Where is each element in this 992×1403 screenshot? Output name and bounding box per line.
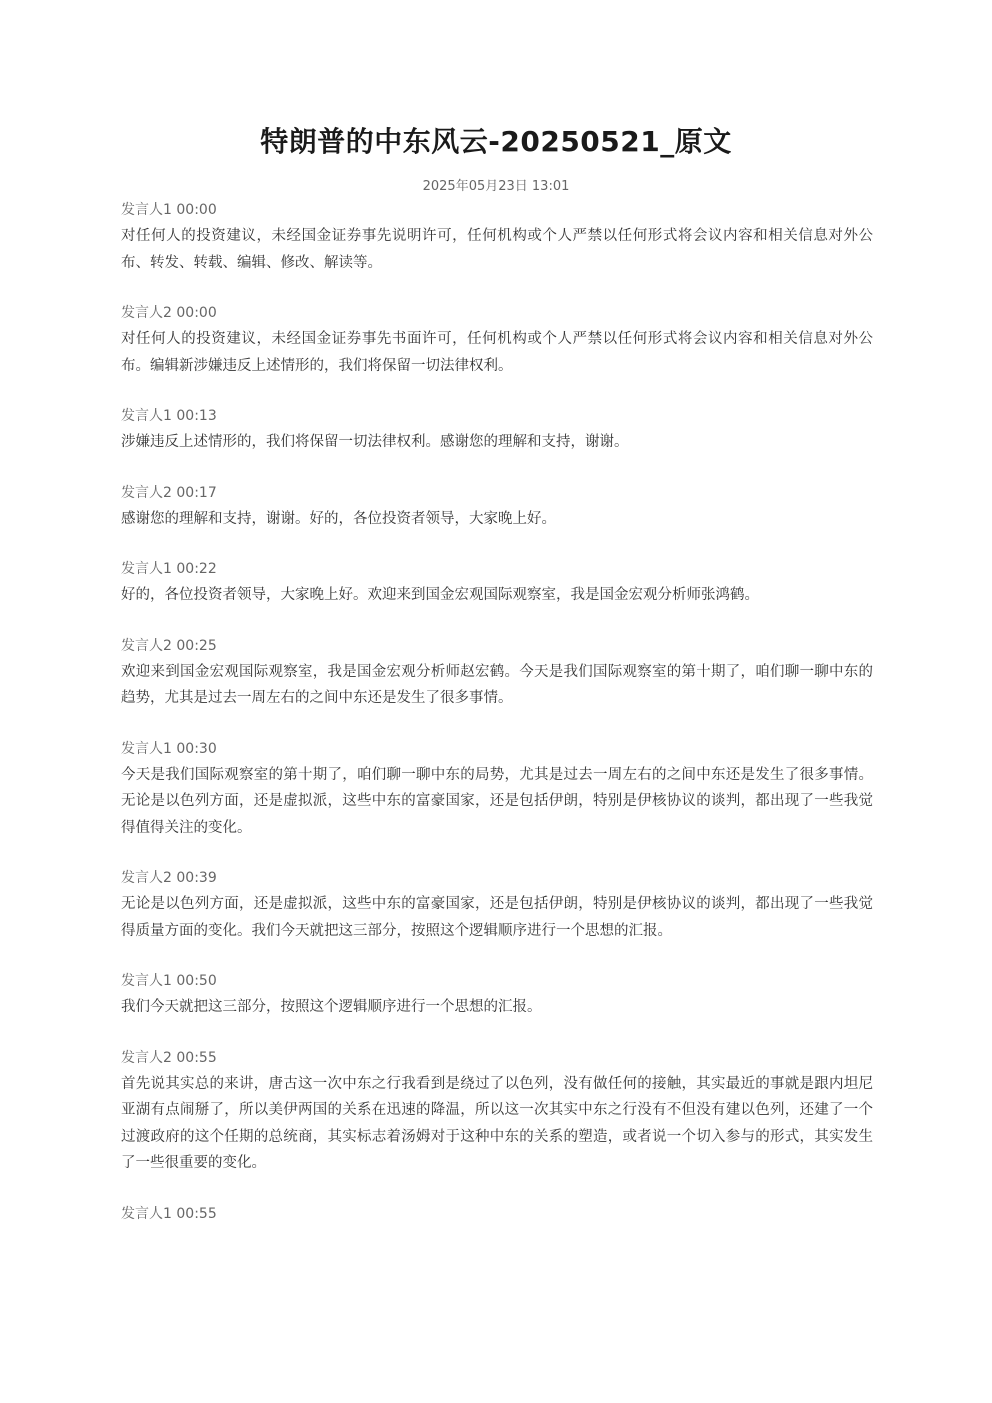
speech-text: 无论是以色列方面，还是虚拟派，这些中东的富豪国家，还是包括伊朗，特别是伊核协议的谈判，都出现了一些我觉得质量方面的变化。我们今天就把这三部分，按照这个逻辑顺序进行一个思想的汇报。 xyxy=(121,896,873,939)
transcript xyxy=(121,199,873,1251)
speaker-name: 发言人2 xyxy=(121,305,172,321)
speaker-timestamp: 00:39 xyxy=(176,870,217,886)
speaker-line xyxy=(121,405,873,427)
speaker-timestamp: 00:22 xyxy=(176,561,217,577)
speaker-line xyxy=(121,738,873,760)
speech-text: 首先说其实总的来讲，唐古这一次中东之行我看到是绕过了以色列，没有做任何的接触，其实最近的事就是跟内坦尼亚湖有点闹掰了，所以美伊两国的关系在迅速的降温，所以这一次其实中东之行没有不但没有建以色列，还建了一个过渡政府的这个任期的总统商，其实标志着汤姆对于这种中东的关系的塑造，或者说一个切入参与的形式，其实发生了一些很重要的变化。 xyxy=(121,1075,873,1171)
speaker-name: 发言人2 xyxy=(121,870,172,886)
speaker-timestamp: 00:55 xyxy=(176,1049,217,1066)
speaker-line xyxy=(121,867,873,889)
document-title: 特朗普的中东风云-20250521_原文 xyxy=(260,125,732,158)
speaker-line xyxy=(121,970,873,992)
speaker-timestamp: 00:13 xyxy=(176,408,217,424)
speaker-line xyxy=(121,558,873,580)
speaker-name: 发言人1 xyxy=(121,202,172,218)
transcript-entry xyxy=(121,1047,873,1177)
speaker-line xyxy=(121,482,873,504)
speech-text: 对任何人的投资建议，未经国金证券事先说明许可，任何机构或个人严禁以任何形式将会议内容和相关信息对外公布、转发、转载、编辑、修改、解读等。 xyxy=(121,228,873,271)
speaker-line xyxy=(121,302,873,324)
speaker-name: 发言人1 xyxy=(121,408,172,424)
transcript-entry xyxy=(121,738,873,842)
speaker-timestamp: 00:55 xyxy=(176,1205,217,1222)
transcript-entry xyxy=(121,199,873,276)
transcript-entry xyxy=(121,635,873,712)
document-date: 2025年05月23日 13:01 xyxy=(422,179,570,194)
speaker-line xyxy=(121,1047,873,1069)
speech-text: 感谢您的理解和支持，谢谢。好的，各位投资者领导，大家晚上好。 xyxy=(121,510,556,527)
speaker-timestamp: 00:25 xyxy=(176,637,217,654)
speaker-timestamp: 00:30 xyxy=(176,740,217,757)
transcript-entry xyxy=(121,482,873,533)
speech-text: 对任何人的投资建议，未经国金证券事先书面许可，任何机构或个人严禁以任何形式将会议内容和相关信息对外公布。编辑新涉嫌违反上述情形的，我们将保留一切法律权利。 xyxy=(121,331,873,374)
speaker-timestamp: 00:50 xyxy=(176,973,217,989)
speaker-name: 发言人1 xyxy=(121,1205,172,1222)
speaker-name: 发言人1 xyxy=(121,740,172,757)
speaker-line xyxy=(121,635,873,657)
transcript-entry xyxy=(121,302,873,379)
speaker-name: 发言人2 xyxy=(121,1049,172,1066)
speaker-name: 发言人2 xyxy=(121,484,172,501)
speaker-name: 发言人1 xyxy=(121,561,172,577)
speech-text: 我们今天就把这三部分，按照这个逻辑顺序进行一个思想的汇报。 xyxy=(121,999,542,1015)
speech-text: 好的，各位投资者领导，大家晚上好。欢迎来到国金宏观国际观察室，我是国金宏观分析师张鸿鹤。 xyxy=(121,587,759,603)
speaker-timestamp: 00:00 xyxy=(176,305,217,321)
transcript-entry xyxy=(121,970,873,1021)
transcript-entry xyxy=(121,405,873,456)
speaker-timestamp: 00:00 xyxy=(176,202,217,218)
speech-text: 涉嫌违反上述情形的，我们将保留一切法律权利。感谢您的理解和支持，谢谢。 xyxy=(121,434,629,450)
speaker-name: 发言人2 xyxy=(121,637,172,654)
speaker-line xyxy=(121,1203,873,1225)
transcript-entry xyxy=(121,558,873,609)
speaker-timestamp: 00:17 xyxy=(176,484,217,501)
speaker-line xyxy=(121,199,873,221)
speaker-name: 发言人1 xyxy=(121,973,172,989)
transcript-entry xyxy=(121,1203,873,1225)
speech-text: 欢迎来到国金宏观国际观察室，我是国金宏观分析师赵宏鹤。今天是我们国际观察室的第十期了，咱们聊一聊中东的趋势，尤其是过去一周左右的之间中东还是发生了很多事情。 xyxy=(121,663,873,706)
speech-text: 今天是我们国际观察室的第十期了，咱们聊一聊中东的局势，尤其是过去一周左右的之间中东还是发生了很多事情。无论是以色列方面，还是虚拟派，这些中东的富豪国家，还是包括伊朗，特别是伊核协议的谈判，都出现了一些我觉得值得关注的变化。 xyxy=(121,766,873,836)
transcript-entry xyxy=(121,867,873,944)
